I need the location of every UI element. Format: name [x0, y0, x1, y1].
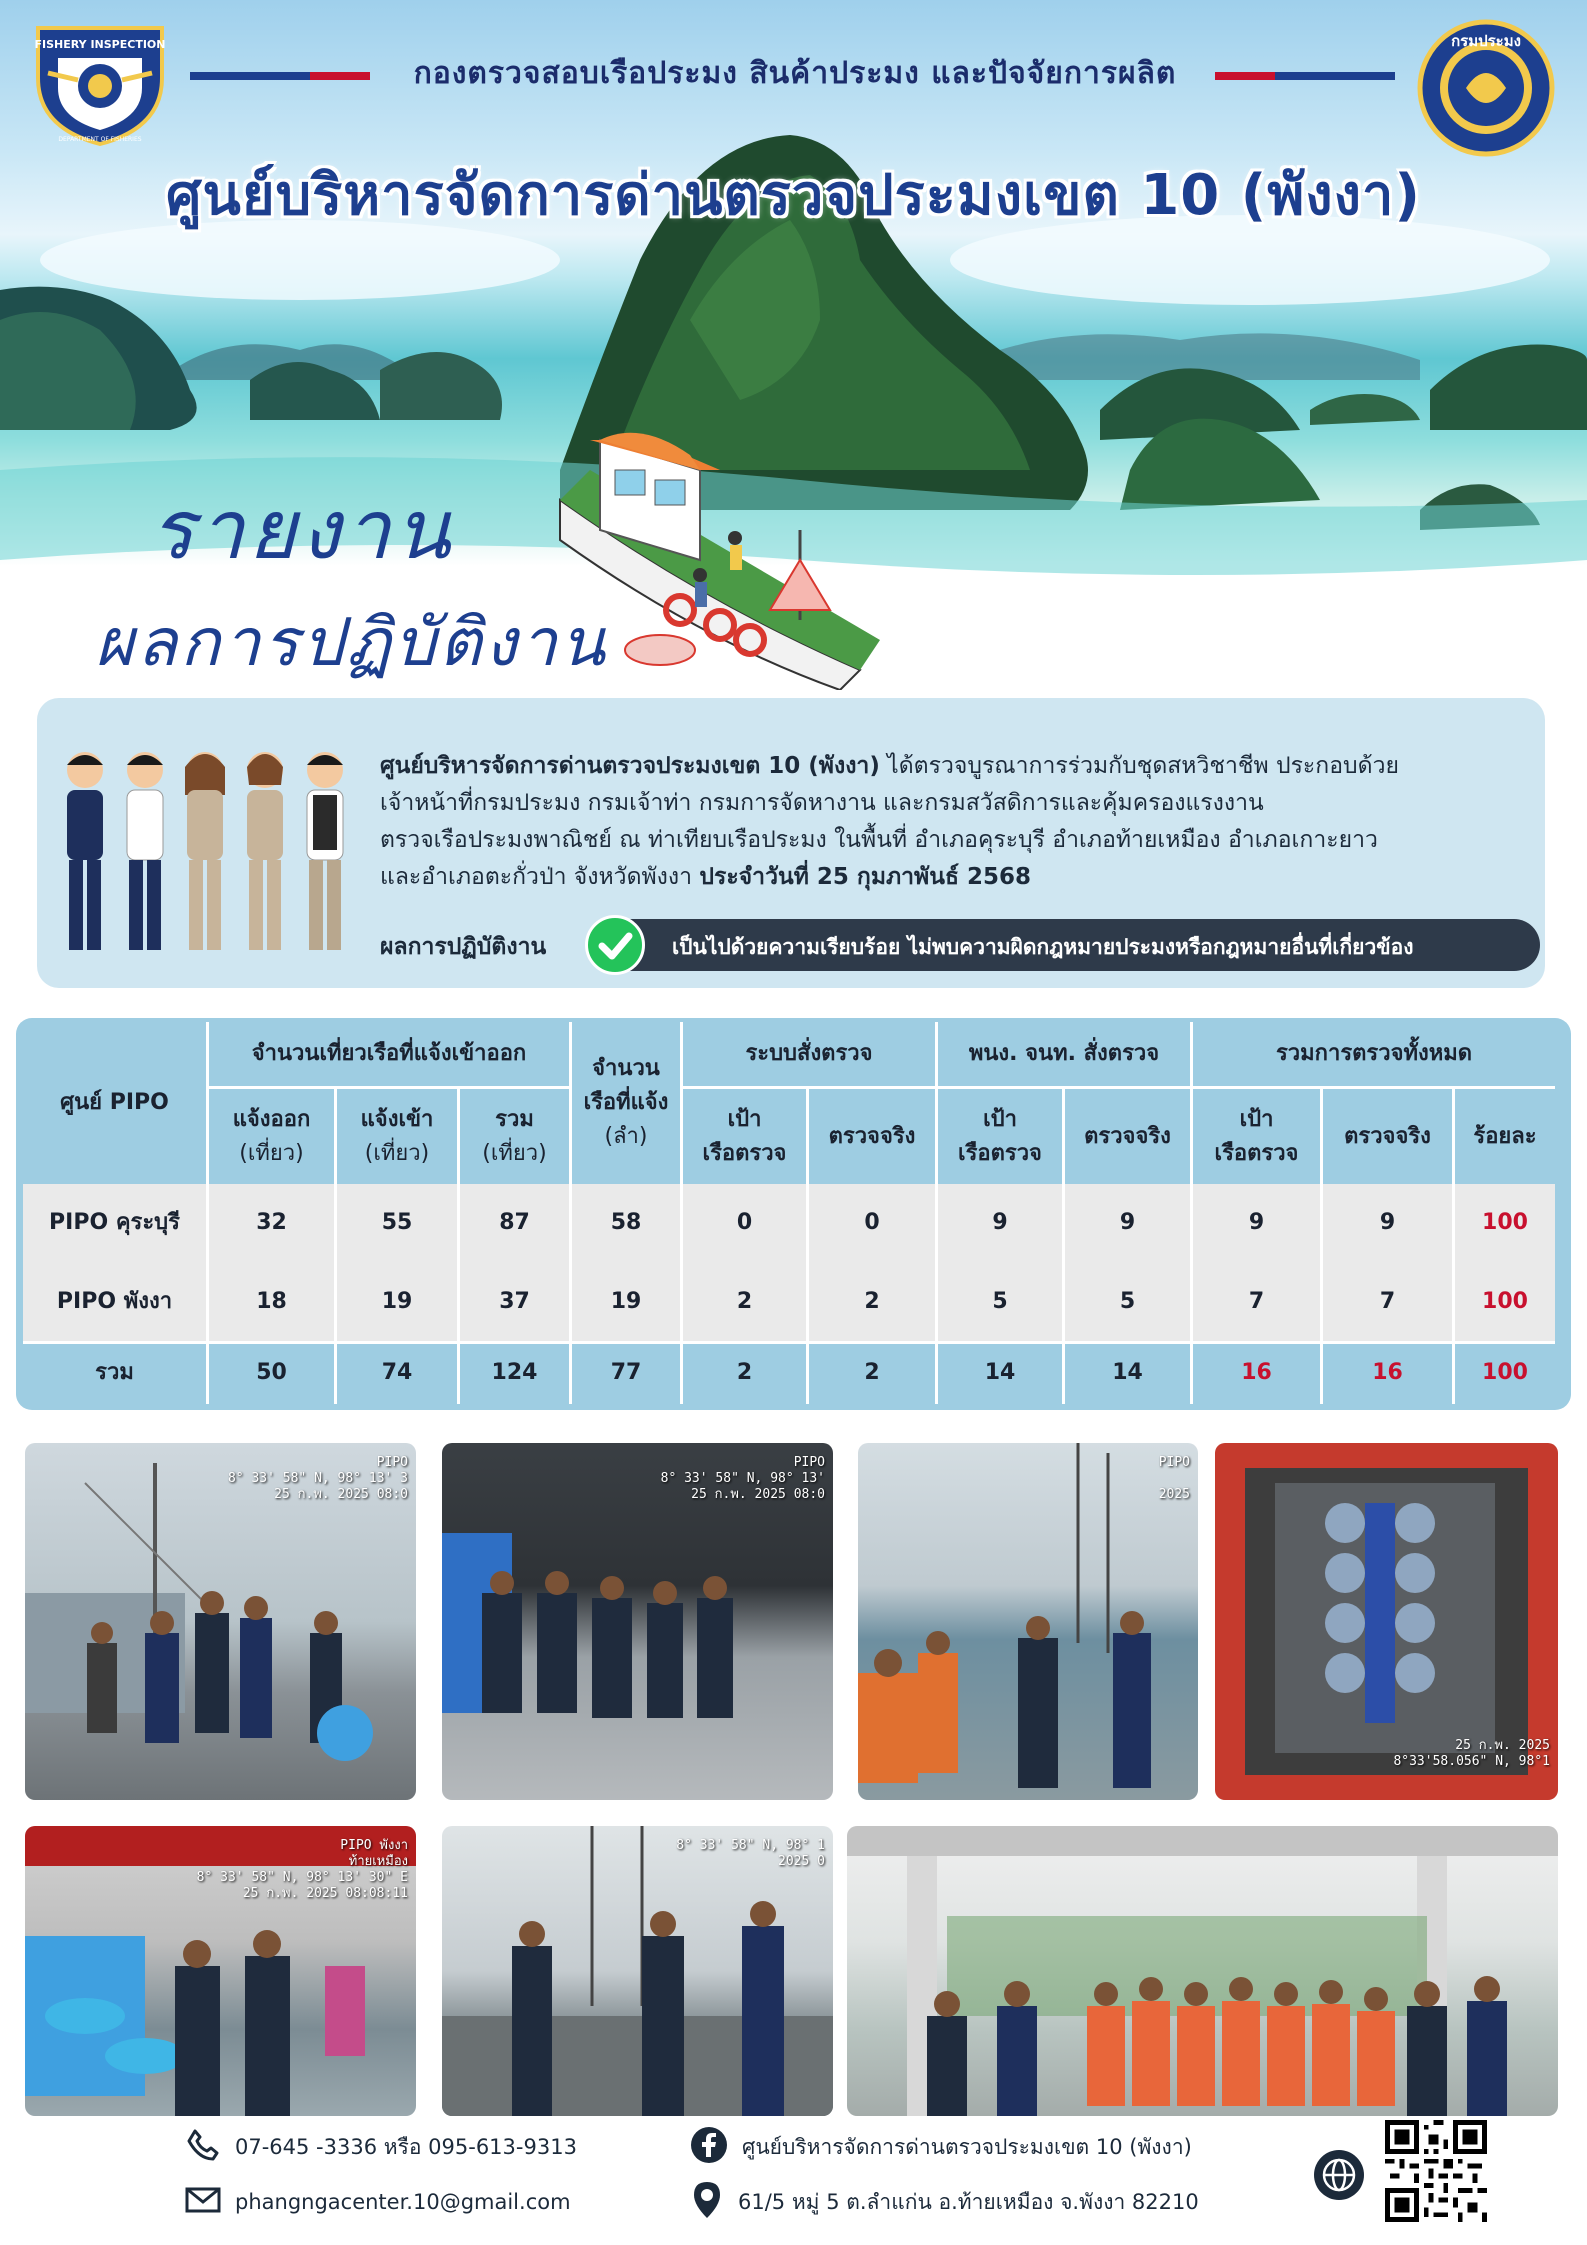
table-row-1-tot-actual: 9 — [1379, 1210, 1396, 1235]
officers-illustration — [55, 745, 355, 960]
photo-inspection-3 — [858, 1443, 1198, 1800]
info-paragraph — [380, 748, 1520, 896]
group-header-trips: จำนวนเที่ยวเรือที่แจ้งเข้าออก — [251, 1041, 527, 1066]
officer-figure-icon — [127, 752, 163, 950]
group-header-total: รวมการตรวจทั้งหมด — [1275, 1041, 1473, 1066]
check-circle-icon — [585, 915, 645, 975]
footer-address — [690, 2182, 1199, 2222]
table-row-2-tot-actual: 7 — [1379, 1288, 1396, 1314]
report-subheading: ผลการปฏิบัติงาน — [95, 604, 608, 681]
table-row-2-sys-actual: 2 — [864, 1288, 880, 1314]
table-row-2-out: 18 — [256, 1288, 287, 1314]
report-heading: รายงาน — [150, 483, 455, 578]
table-row-1-out: 32 — [256, 1210, 287, 1235]
col-header-out-unit: (เที่ยว) — [239, 1140, 304, 1166]
table-total-sys-actual: 2 — [864, 1360, 880, 1385]
photo-2-stamp: PIPO 8° 33' 58" N, 98° 13' 25 ก.พ. 2025 08:0 — [660, 1455, 825, 1502]
info-line1: ได้ตรวจบูรณาการร่วมกับชุดสหวิชาชีพ ประกอบด้วย — [879, 753, 1399, 779]
footer-phone — [185, 2127, 577, 2167]
col-header-boats — [572, 1022, 680, 1184]
header-line-right-blue — [1275, 72, 1395, 80]
footer-email-text[interactable]: phangngacenter.10@gmail.com — [235, 2190, 571, 2214]
table-total-off-target: 14 — [984, 1360, 1016, 1385]
officer-figure-icon — [185, 752, 225, 950]
globe-icon[interactable] — [1312, 2148, 1366, 2206]
col-header-sys-actual: ตรวจจริง — [828, 1123, 916, 1149]
footer-phone-text: 07-645 -3336 หรือ 095-613-9313 — [235, 2134, 577, 2159]
photo-6-stamp: 8° 33' 58" N, 98° 1 2025 0 — [676, 1838, 825, 1869]
info-line4: และอำเภอตะกั่วป่า จังหวัดพังงา — [380, 864, 700, 890]
table-row-2-sum: 37 — [499, 1288, 530, 1314]
fishery-inspection-logo — [28, 18, 172, 148]
table-row-2-boats: 19 — [610, 1288, 642, 1314]
info-line3: ตรวจเรือประมงพาณิชย์ ณ ท่าเทียบเรือประมง ในพื้นที่ อำเภอคุระบุรี อำเภอท้ายเหมือง อำเภอเกาะยาว — [380, 827, 1378, 853]
logo-right-text: กรมประมง — [1451, 32, 1521, 50]
table-row-1-sys-actual: 0 — [864, 1210, 880, 1235]
page-title: ศูนย์บริหารจัดการด่านตรวจประมงเขต 10 (พังงา) — [165, 163, 1421, 228]
table-total-name: รวม — [95, 1360, 134, 1385]
officer-figure-icon — [247, 752, 283, 950]
result-text: เป็นไปด้วยความเรียบร้อย ไม่พบความผิดกฎหมายประมงหรือกฎหมายอื่นที่เกี่ยวข้อง — [672, 935, 1414, 959]
photo-inspection-5 — [25, 1826, 416, 2116]
phone-icon — [185, 2127, 221, 2168]
table-total-sys-target: 2 — [736, 1360, 753, 1385]
col-header-sys-target: เป้า เรือตรวจ — [702, 1106, 787, 1166]
table-total-off-actual: 14 — [1112, 1360, 1143, 1385]
col-header-pipo: ศูนย์ PIPO — [60, 1090, 169, 1115]
result-label: ผลการปฏิบัติงาน — [380, 934, 547, 960]
photo-1-stamp: PIPO 8° 33' 58" N, 98° 13' 3 25 ก.พ. 2025 08:0 — [227, 1455, 408, 1502]
col-header-sum — [460, 1089, 569, 1184]
org-title: กองตรวจสอบเรือประมง สินค้าประมง และปัจจัยการผลิต — [413, 56, 1177, 91]
table-row-2-off-actual: 5 — [1119, 1288, 1136, 1314]
officer-figure-icon — [307, 752, 343, 950]
info-date: ประจำวันที่ 25 กุมภาพันธ์ 2568 — [699, 864, 1031, 890]
hero-banner — [0, 0, 1587, 690]
col-header-tot-target: เป้า เรือตรวจ — [1214, 1106, 1299, 1166]
group-header-officer: พนง. จนท. สั่งตรวจ — [968, 1041, 1160, 1066]
col-header-in-unit: (เที่ยว) — [364, 1140, 430, 1166]
table-row-1-off-target: 9 — [992, 1210, 1008, 1235]
footer-facebook — [690, 2127, 1192, 2167]
table-row-2-name: PIPO พังงา — [56, 1288, 173, 1314]
table-row-1-tot-target: 9 — [1248, 1210, 1265, 1235]
table-row-1-off-actual: 9 — [1119, 1210, 1136, 1235]
info-line2: เจ้าหน้าที่กรมประมง กรมเจ้าท่า กรมการจัดหางาน และกรมสวัสดิการและคุ้มครองแรงงาน — [380, 790, 1264, 816]
col-header-off-target: เป้า เรือตรวจ — [958, 1106, 1042, 1166]
table-total-boats: 77 — [610, 1360, 642, 1385]
table-row-2-tot-target: 7 — [1248, 1288, 1265, 1314]
col-header-in — [337, 1089, 457, 1184]
table-total-sum: 124 — [491, 1360, 538, 1385]
photo-inspection-2 — [442, 1443, 833, 1800]
officer-figure-icon — [67, 752, 103, 950]
table-row-2-percent: 100 — [1482, 1288, 1528, 1314]
col-header-in-label: แจ้งเข้า — [360, 1106, 434, 1132]
logo-left-top-text: FISHERY INSPECTION — [34, 38, 166, 51]
col-header-boats-unit: (ลำ) — [604, 1124, 648, 1149]
col-header-percent: ร้อยละ — [1473, 1123, 1537, 1149]
photo-inspection-6 — [442, 1826, 833, 2116]
col-header-out-label: แจ้งออก — [232, 1106, 311, 1132]
table-total-tot-target: 16 — [1241, 1360, 1272, 1385]
col-header-sum-label: รวม — [495, 1106, 534, 1132]
qr-code[interactable] — [1385, 2120, 1487, 2226]
col-header-tot-actual: ตรวจจริง — [1344, 1123, 1431, 1149]
photo-3-stamp: PIPO 2025 — [1158, 1455, 1190, 1502]
location-pin-icon — [690, 2180, 724, 2225]
table-row-1-percent: 100 — [1482, 1210, 1528, 1235]
table-total-out: 50 — [256, 1360, 287, 1385]
table-row-2-in: 19 — [381, 1288, 413, 1314]
col-header-out — [209, 1089, 334, 1184]
photo-group — [847, 1826, 1558, 2116]
col-header-off-actual: ตรวจจริง — [1084, 1123, 1171, 1149]
result-row — [380, 915, 1540, 971]
table-row-1-in: 55 — [381, 1210, 413, 1235]
table-row-2-off-target: 5 — [992, 1288, 1008, 1314]
photo-inspection-1 — [25, 1443, 416, 1800]
footer-email — [185, 2182, 571, 2222]
photo-4-stamp: 25 ก.พ. 2025 8°33'58.056" N, 98°1 — [1393, 1738, 1550, 1769]
col-header-sum-unit: (เที่ยว) — [482, 1140, 547, 1166]
col-header-boats-line1: จำนวน — [592, 1056, 660, 1081]
table-row-1-sys-target: 0 — [736, 1210, 753, 1235]
facebook-icon[interactable] — [690, 2126, 728, 2169]
info-center-name: ศูนย์บริหารจัดการด่านตรวจประมงเขต 10 (พังงา) — [380, 753, 880, 779]
mail-icon — [185, 2186, 221, 2219]
table-row-1-name: PIPO คุระบุรี — [49, 1210, 180, 1235]
table-total-percent: 100 — [1482, 1360, 1528, 1385]
table-row-2-sys-target: 2 — [736, 1288, 753, 1314]
header-line-left-blue — [190, 72, 310, 80]
logo-left-bottom-text: DEPARTMENT OF FISHERIES — [58, 136, 142, 143]
department-of-fisheries-logo — [1416, 18, 1556, 158]
footer-address-text: 61/5 หมู่ 5 ต.ลำแก่น อ.ท้ายเหมือง จ.พังงา 82210 — [738, 2189, 1199, 2214]
table-row-1-boats: 58 — [610, 1210, 642, 1235]
table-row-1-sum: 87 — [499, 1210, 530, 1235]
photo-fish-hold — [1215, 1443, 1558, 1800]
table-total-tot-actual: 16 — [1372, 1360, 1403, 1385]
table-total-in: 74 — [381, 1360, 413, 1385]
photo-5-stamp: PIPO พังงา ท้ายเหมือง 8° 33' 58" N, 98° 13' 30" E 25 ก.พ. 2025 08:08:11 — [196, 1838, 408, 1901]
col-header-boats-line2: เรือที่แจ้ง — [583, 1090, 669, 1115]
group-header-system: ระบบสั่งตรวจ — [745, 1041, 873, 1066]
footer-facebook-text[interactable]: ศูนย์บริหารจัดการด่านตรวจประมงเขต 10 (พังงา) — [742, 2134, 1192, 2159]
